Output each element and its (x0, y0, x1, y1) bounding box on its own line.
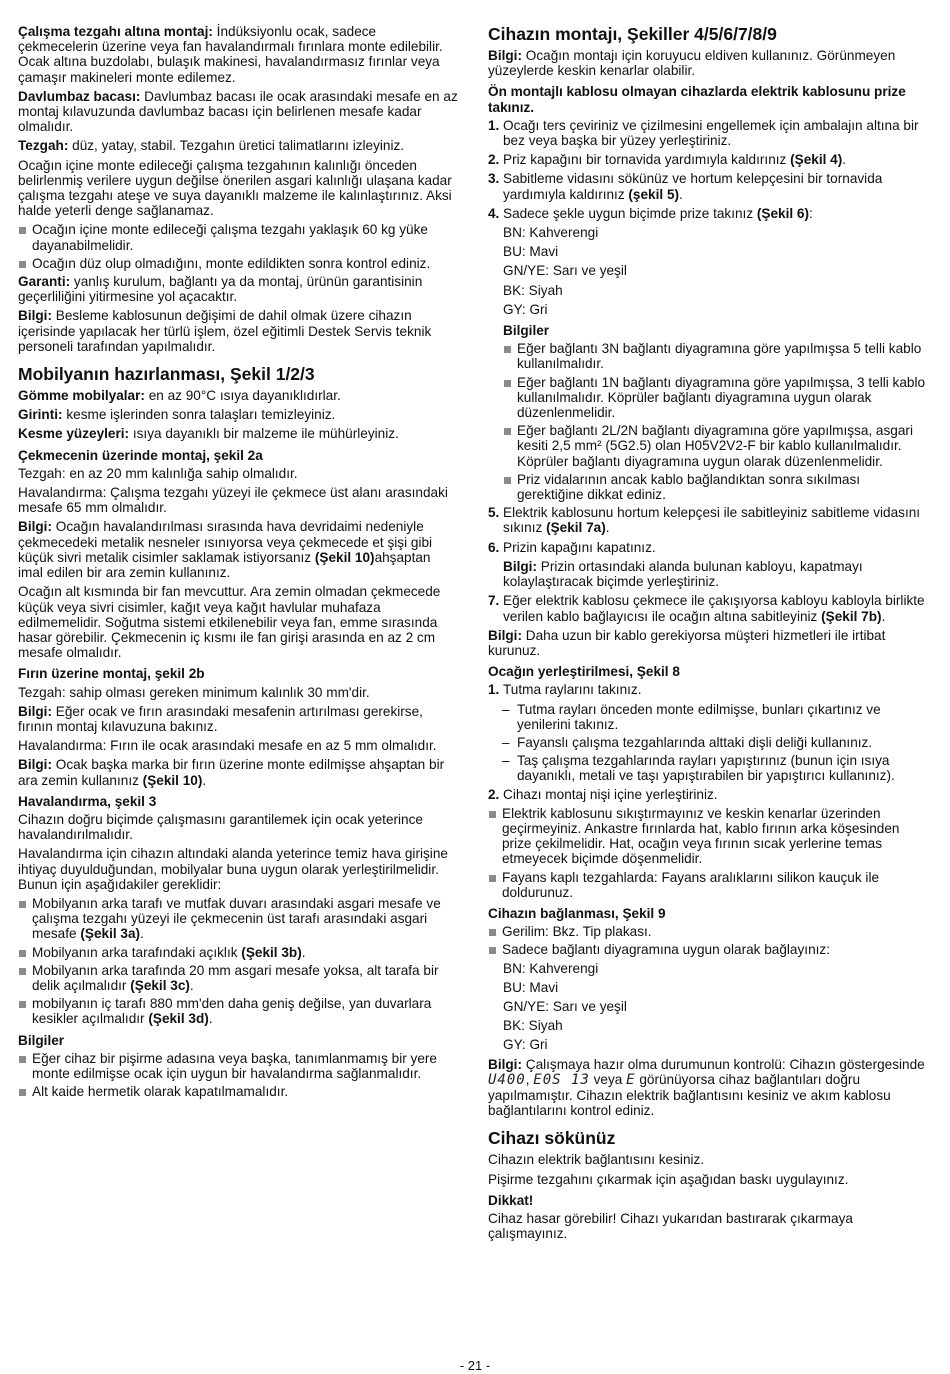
paragraph (488, 48, 930, 78)
figure-ref: (Şekil 3b) (241, 944, 302, 960)
term: Bilgi: (18, 519, 52, 535)
text: . (202, 772, 207, 788)
text: Prizin kapağını kapatınız. (503, 539, 656, 555)
paragraph (18, 388, 458, 403)
numbered-step (488, 787, 930, 802)
subheading: Cihazın bağlanması, Şekil 9 (488, 905, 666, 921)
bullet-item: Eğer bağlantı 2L/2N bağlantı diyagramına göre yapılmışsa, asgari kesiti 2,5 mm² (5G2.5) olan H05V2V2-F bir kablo kullanılmalıdır. Köprüler bağlantı diyagramına uygun olarak düzenlenmelidir. (503, 423, 930, 469)
paragraph (18, 704, 458, 734)
subheading: Bilgiler (18, 1032, 65, 1048)
text: Mobilyanın arka tarafında 20 mm asgari mesafe yoksa, alt tarafa bir delik açılmalıdır (32, 962, 439, 993)
text: . (189, 977, 194, 993)
text: en az 90°C ısıya dayanıklıdırlar. (144, 388, 341, 404)
figure-ref: (Şekil 6) (756, 205, 810, 221)
text: . (140, 926, 144, 942)
wire-color: BN: Kahverengi (503, 960, 599, 976)
step-number: 6. (488, 539, 500, 555)
paragraph (18, 274, 458, 304)
figure-ref: (Şekil 10) (142, 772, 203, 788)
paragraph (18, 757, 458, 787)
text: görünüyorsa cihaz bağlantıları doğru yapılmamıştır. Cihazın elektrik bağlantısını kesiniz ve akım kablosu bağlantılarını kontrol ediniz. (488, 1071, 891, 1119)
figure-ref: (Şekil 3c) (130, 977, 190, 993)
text: kesme işlerinden sonra talaşları temizleyiniz. (62, 407, 336, 423)
term: Gömme mobilyalar: (18, 388, 145, 404)
step-number: 2. (488, 786, 500, 802)
display-code: E0S 13 (533, 1071, 590, 1088)
section-heading: Cihazı sökünüz (488, 1128, 616, 1149)
wire-color: GY: Gri (503, 1037, 548, 1053)
text: Davlumbaz bacası ile ocak arasındaki mesafe en az montaj kılavuzunda davlumbaz bacası için belirlenen mesafe kadar olmalıdır. (18, 88, 458, 135)
paragraph: Cihazın elektrik bağlantısını kesiniz. (488, 1152, 705, 1168)
bullet-item: Gerilim: Bkz. Tip plakası. (488, 924, 930, 939)
paragraph (18, 138, 458, 153)
wire-color: BK: Siyah (503, 1018, 563, 1034)
numbered-step (488, 171, 930, 201)
display-code: U400 (488, 1071, 526, 1088)
bullet-item: Eğer cihaz bir pişirme adasına veya başka, tanımlanmamış bir yere monte edilmişse ocak için uygun bir havalandırma sağlanmalıdır. (18, 1051, 458, 1081)
paragraph (488, 628, 930, 658)
dash-marker: – (502, 753, 510, 769)
paragraph: Cihaz hasar görebilir! Cihazı yukarıdan bastırarak çıkarmaya çalışmayınız. (488, 1211, 853, 1242)
text: ısıya dayanıklı bir malzeme ile mühürleyiniz. (129, 426, 399, 442)
paragraph: Tezgah: sahip olması gereken minimum kalınlık 30 mm'dir. (18, 684, 370, 700)
term: Bilgi: (18, 308, 52, 324)
text: Ocağın havalandırılması sırasında hava devridaimi nedeniyle çekmecedeki metalik nesneler ısınıyorsa veya çekmecede et şişi gibi küçük sivri metalik cisimler saklamak istiyorsanız (18, 519, 433, 565)
left-column (18, 24, 458, 1102)
right-column (488, 24, 930, 1245)
bullet-item (18, 996, 458, 1026)
wire-color-list (503, 225, 930, 338)
bullet-item: Eğer bağlantı 3N bağlantı diyagramına göre yapılmışsa 5 telli kablo kullanılmalıdır. (503, 341, 930, 371)
dash-item (488, 753, 930, 783)
numbered-step (488, 540, 930, 555)
subheading: Dikkat! (488, 1192, 534, 1208)
step-number: 1. (488, 682, 500, 698)
figure-ref: (Şekil 7a) (546, 520, 606, 536)
text: : (809, 205, 813, 221)
bullet-item: Eğer bağlantı 1N bağlantı diyagramına göre yapılmışsa, 3 telli kablo kullanılmalıdır. Köprüler bağlantı diyagramına uygun olarak düzenlenmelidir. (503, 375, 930, 421)
numbered-step (488, 152, 930, 167)
text: . (208, 1011, 213, 1027)
text: Daha uzun bir kablo gerekiyorsa müşteri hizmetleri ile irtibat kurunuz. (488, 627, 886, 658)
step-number: 3. (488, 171, 500, 187)
bullet-item: Priz vidalarının ancak kablo bağlandıktan sonra sıkılması gerektiğine dikkat ediniz. (503, 472, 930, 502)
bullet-item: Sadece bağlantı diyagramına uygun olarak bağlayınız: (488, 942, 930, 957)
text: veya (589, 1071, 627, 1087)
text: Elektrik kablosunu hortum kelepçesi ile sabitleyiniz sabitleme vidasını sıkınız (503, 505, 921, 536)
text: yanlış kurulum, bağlantı ya da montaj, ürünün garantisinin geçerliliğini yitirmesine yol açacaktır. (18, 274, 423, 305)
text: . (679, 186, 683, 202)
wire-color-list (503, 961, 930, 1053)
term: Tezgah: (18, 138, 69, 154)
paragraph: Havalandırma: Çalışma tezgahı yüzeyi ile çekmece üst alanı arasındaki mesafe 65 mm olmalıdır. (18, 485, 448, 516)
figure-ref: (Şekil 7b) (821, 608, 882, 624)
term: Bilgi: (503, 558, 537, 574)
text: Besleme kablosunun değişimi de dahil olmak üzere cihazın içerisinde yapılacak her türlü işlem, özel eğitimli Destek Servis teknik personeli tarafından yapılmalıdır. (18, 308, 432, 354)
text: . (842, 152, 847, 168)
figure-ref: (Şekil 4) (790, 152, 843, 168)
term: Garanti: (18, 274, 71, 290)
step-number: 5. (488, 505, 500, 521)
step-number: 7. (488, 593, 500, 609)
numbered-step (488, 118, 930, 148)
bullet-item: Alt kaide hermetik olarak kapatılmamalıdır. (18, 1084, 458, 1099)
paragraph (488, 1057, 930, 1119)
wire-color: BN: Kahverengi (503, 225, 599, 241)
paragraph: Ocağın içine monte edileceği çalışma tezgahının kalınlığı önceden belirlenmiş verilere uygun değilse önerilen asgari kalınlığı ulaşana kadar çalışma tezgahı ateşe ve suya dayanıklı malzeme ile kalınlaştırınız. Aksi halde yeterli denge sağlanamaz. (18, 157, 452, 219)
term: Bilgi: (18, 757, 52, 773)
paragraph (18, 519, 458, 580)
step-number: 2. (488, 152, 500, 168)
section-heading: Cihazın montajı, Şekiller 4/5/6/7/8/9 (488, 24, 777, 44)
term: Girinti: (18, 407, 63, 423)
term: Bilgi: (488, 1056, 522, 1072)
wire-color: GY: Gri (503, 301, 548, 317)
text: Mobilyanın arka tarafındaki açıklık (32, 944, 242, 960)
subheading: Bilgiler (503, 323, 550, 339)
figure-ref: (şekil 5) (628, 186, 680, 202)
term: Davlumbaz bacası: (18, 88, 141, 104)
text: Taş çalışma tezgahlarında rayları yapıştırınız (bunun için ısıya dayanıklı, metali ve taşı yapıştırabilen bir yapıştırıcı kullanınız). (517, 753, 895, 784)
subheading: Çekmecenin üzerinde montaj, şekil 2a (18, 447, 263, 463)
paragraph (503, 559, 930, 589)
text: Fayanslı çalışma tezgahlarında alttaki dişli deliği kullanınız. (517, 734, 873, 750)
step-number: 1. (488, 117, 500, 133)
wire-color: GN/YE: Sarı ve yeşil (503, 998, 627, 1014)
text: Çalışmaya hazır olma durumunun kontrolü: Cihazın göstergesinde (521, 1056, 925, 1072)
numbered-step (488, 505, 930, 535)
text: . (605, 520, 610, 536)
bullet-item: Elektrik kablosunu sıkıştırmayınız ve keskin kenarlar üzerinden geçirmeyiniz. Ankastre fırınlarda hat, kablo fırının arka köşesinden prize çekilmelidir. Hat, ocağın veya fırının sıcak yerlerine temas etmeyecek biçimde döşenmelidir. (488, 806, 930, 867)
text: Eğer elektrik kablosu çekmece ile çakışıyorsa kabloyu kabloyla birlikte verilen kablo bağlayıcısı ile ocağın altına sabitleyiniz (503, 593, 925, 624)
step-number: 4. (488, 205, 500, 221)
text: , (525, 1071, 534, 1087)
page-number: - 21 - (459, 1358, 491, 1373)
subheading: Ön montajlı kablosu olmayan cihazlarda elektrik kablosunu prize takınız. (488, 84, 906, 115)
paragraph: Tezgah: en az 20 mm kalınlığa sahip olmalıdır. (18, 465, 298, 481)
numbered-step (488, 682, 930, 697)
bullet-item (18, 896, 458, 942)
bullet-item (18, 945, 458, 960)
text: Tutma rayları önceden monte edilmişse, bunları çıkartınız ve yenilerini takınız. (517, 701, 881, 732)
text: Cihazı montaj nişi içine yerleştiriniz. (503, 786, 718, 802)
wire-color: BK: Siyah (503, 282, 563, 298)
bullet-item: Ocağın içine monte edileceği çalışma tezgahı yaklaşık 60 kg yüke dayanabilmelidir. (18, 222, 458, 252)
term: Bilgi: (488, 48, 522, 63)
text: . (881, 608, 886, 624)
numbered-step (488, 206, 930, 221)
wire-color: GN/YE: Sarı ve yeşil (503, 263, 627, 279)
paragraph: Havalandırma: Fırın ile ocak arasındaki mesafe en az 5 mm olmalıdır. (18, 738, 437, 754)
section-heading: Mobilyanın hazırlanması, Şekil 1/2/3 (18, 364, 315, 385)
paragraph (18, 407, 458, 422)
figure-ref: (Şekil 3a) (80, 926, 141, 942)
dash-marker: – (502, 701, 510, 717)
text: Prizin ortasındaki alanda bulunan kabloyu, kapatmayı kolaylaştıracak biçimde yerleştiriniz. (503, 558, 863, 590)
text: Mobilyanın arka tarafı ve mutfak duvarı arasındaki asgari mesafe ve çalışma tezgahı yüzeyi ile çekmecenin üst tarafı arasındaki asgari mesafe (32, 895, 441, 942)
text: Tutma raylarını takınız. (503, 682, 642, 698)
display-code: E (626, 1071, 636, 1088)
text: Ocağın montajı için koruyucu eldiven kullanınız. Görünmeyen yüzeylerde keskin kenarlar olabilir. (488, 48, 896, 79)
subheading: Fırın üzerine montaj, şekil 2b (18, 666, 205, 682)
dash-item (488, 735, 930, 750)
subheading: Ocağın yerleştirilmesi, Şekil 8 (488, 664, 680, 680)
term: Çalışma tezgahı altına montaj: (18, 24, 213, 39)
paragraph: Pişirme tezgahını çıkarmak için aşağıdan baskı uygulayınız. (488, 1171, 849, 1187)
bullet-item: Ocağın düz olup olmadığını, monte edildikten sonra kontrol ediniz. (18, 256, 458, 271)
text: Ocak başka marka bir fırın üzerine monte edilmişse ahşaptan bir ara zemin kullanınız (18, 757, 445, 788)
term: Bilgi: (488, 627, 522, 643)
paragraph (18, 308, 458, 354)
bullet-item (18, 963, 458, 993)
subheading: Havalandırma, şekil 3 (18, 793, 157, 809)
paragraph: Cihazın doğru biçimde çalışmasını garantilemek için ocak yeterince havalandırılmalıdır. (18, 811, 423, 843)
text: düz, yatay, stabil. Tezgahın üretici talimatlarını izleyiniz. (68, 138, 405, 154)
text: Sadece şekle uygun biçimde prize takınız (503, 205, 757, 221)
text: mobilyanın iç tarafı 880 mm'den daha geniş değilse, yan duvarlara kesikler açılmalıdır (32, 996, 432, 1027)
wire-color: BU: Mavi (503, 979, 559, 995)
wire-color: BU: Mavi (503, 244, 559, 260)
text: İndüksiyonlu ocak, sadece çekmecelerin üzerine veya fan havalandırmalı fırınlara monte edilebilir. Ocak altına buzdolabı, bulaşık makinesi, havalandırmasız fırınlar veya çamaşır makineleri monte edilemez. (18, 24, 443, 85)
paragraph: Havalandırma için cihazın altındaki alanda yeterince temiz hava girişine ihtiyaç duyulduğundan, mobilyalar buna uygun olarak yerleştirilmelidir. Bunun için aşağıdakiler gereklidir: (18, 846, 448, 892)
text: ahşaptan imal edilen bir ara zemin kullanınız. (18, 549, 431, 581)
paragraph: Ocağın alt kısmında bir fan mevcuttur. Ara zemin olmadan çekmecede küçük veya sivri cisimler, kağıt veya kağıt havlular muhafaza edilmemelidir. Soğutma sistemi etkilenebilir veya fan, emme sırasında hasar görebilir. Çekmecenin iç kısmı ile fan girişi arasında en az 2 cm mesafe olmalıdır. (18, 584, 441, 661)
figure-ref: (Şekil 3d) (148, 1011, 209, 1027)
bullet-item: Fayans kaplı tezgahlarda: Fayans aralıklarını silikon kauçuk ile doldurunuz. (488, 870, 930, 900)
dash-item (488, 702, 930, 732)
term: Bilgi: (18, 703, 52, 719)
text: . (301, 944, 306, 960)
text: Priz kapağını bir tornavida yardımıyla kaldırınız (503, 152, 791, 168)
paragraph (18, 24, 458, 85)
text: Ocağı ters çeviriniz ve çizilmesini engellemek için ambalajın altına bir bez veya başka bir yüzey yerleştiriniz. (503, 117, 919, 149)
paragraph (18, 426, 458, 441)
paragraph (18, 89, 458, 135)
dash-marker: – (502, 734, 510, 750)
term: Kesme yüzeyleri: (18, 426, 130, 442)
text: Eğer ocak ve fırın arasındaki mesafenin artırılması gerekirse, fırının montaj kılavuzuna bakınız. (18, 703, 423, 734)
text: Sabitleme vidasını sökünüz ve hortum kelepçesini bir tornavida yardımıyla kaldırınız (503, 171, 883, 202)
numbered-step (488, 593, 930, 623)
figure-ref: (Şekil 10) (314, 549, 375, 565)
